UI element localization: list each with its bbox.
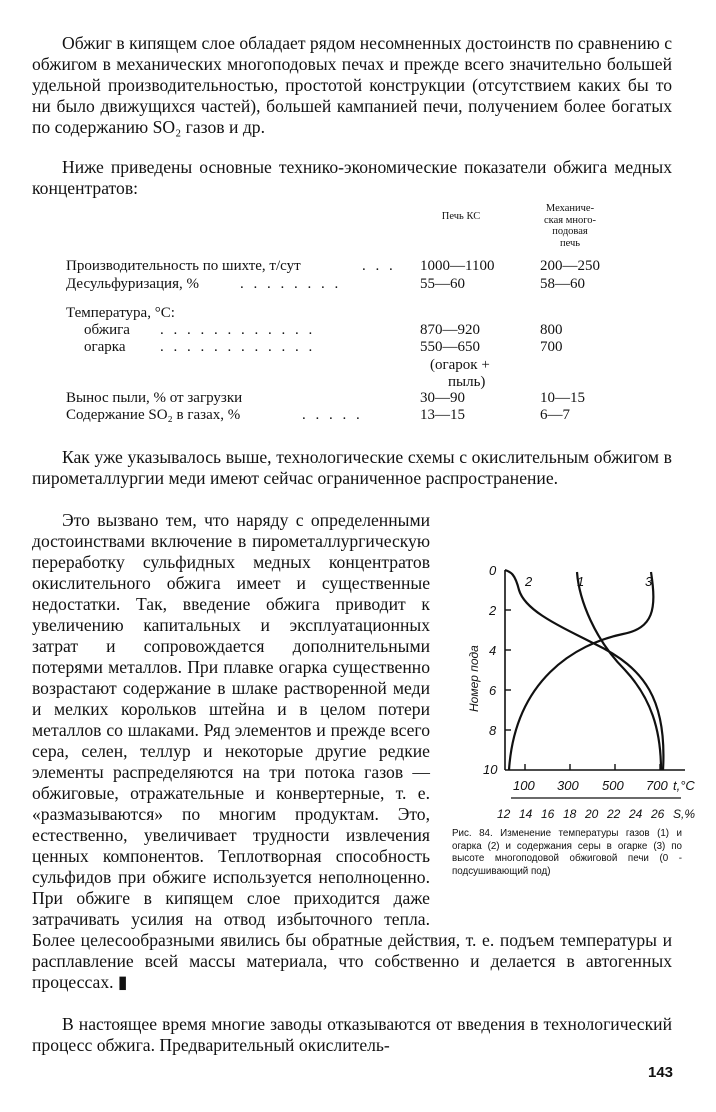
leader-dots: . . . . . . . . . . . .	[160, 339, 316, 355]
table-row	[66, 257, 666, 275]
table-row	[66, 389, 666, 407]
value-kc-note: пыль)	[448, 374, 486, 390]
curve-label: 3	[645, 574, 653, 589]
x-unit-temperature: t,°C	[673, 778, 695, 793]
y-tick-label: 10	[483, 762, 498, 777]
x-tick-label-sulfur: 18	[563, 807, 577, 821]
x-tick-label-sulfur: 14	[519, 807, 533, 821]
x-tick-label-sulfur: 12	[497, 807, 511, 821]
header-line: Механиче-	[545, 203, 595, 214]
paragraph-text: Это вызвано тем, что наряду с определенными достоинствами включение в пирометаллургическую переработку сульфидных медных концентратов окислительного обжига имеет и существенные недостатки. Так, введение обжига приводит к увеличению капитальных и эксплуатационных затрат и сопровождается дополнительными потерями металлов. При плавке огарка существенно возрастают содержание в шлаке растворенной меди и мелких корольков штейна и в целом потери металлов со шлаками. Ряд элементов и прежде всего сера, селен, теллур и некоторые другие редкие элементы распределяются на три потока газов — обжиговые, отражательные и конвертерные, т. е. «размазываются» по многим продуктам. Это, естественно, увеличивает трудности извлечения ценных компонентов. Теплотворная способность сульфидов при обжиге используется неполноценно. При обжиге в кипящем слое приходится даже затрачивать усилия на отвод избыточного тепла. Более целесообразными явились бы обратные действия, т. е. подъем температуры и расплавление всей массы материала, что собственно и делается в автогенных процессах.	[32, 510, 672, 992]
x-tick-label-temperature: 300	[557, 778, 579, 793]
x-tick-label-temperature: 700	[646, 778, 668, 793]
table-header-multihearth-furnace	[530, 203, 610, 249]
value-multihearth: 700	[540, 339, 563, 355]
end-marker: ▮	[117, 972, 128, 992]
paragraph-table-intro: Ниже приведены основные технико-экономические показатели обжига медных концентратов:	[32, 157, 672, 198]
table-row	[66, 338, 666, 356]
x-tick-label-sulfur: 20	[585, 807, 599, 821]
curve-1-gas-temperature	[577, 572, 661, 770]
y-tick-label: 0	[489, 563, 497, 578]
curve-3-sulfur-content	[509, 572, 653, 770]
y-tick-label: 6	[489, 683, 497, 698]
table-row	[66, 321, 666, 339]
row-label: огарка	[84, 339, 126, 355]
header-line: подовая	[552, 226, 588, 237]
table-row	[66, 406, 666, 424]
row-label: Вынос пыли, % от загрузки	[66, 390, 243, 406]
value-kc: 870—920	[420, 322, 480, 338]
figure-caption: Рис. 84. Изменение температуры газов (1) и огарка (2) и содержания серы в огарке (3) по высоте многоподовой обжиговой печи (0 - подсушивающий под)	[452, 828, 682, 877]
x-unit-sulfur: S,%	[673, 807, 696, 821]
value-multihearth: 6—7	[540, 407, 570, 423]
table-row	[66, 304, 666, 322]
paragraph-current-practice: В настоящее время многие заводы отказываются от введения в технологический процесс обжига. Предварительный окислитель-	[32, 1014, 672, 1055]
y-tick-label: 2	[489, 603, 497, 618]
curve-label: 1	[577, 574, 585, 589]
paragraph-advantages: Обжиг в кипящем слое обладает рядом несомненных достоинств по сравнению с обжигом в механических многоподовых печах и прежде всего значительно большей удельной производительностью, простотой конструкции (отсутствием каких бы то ни было движущихся частей), большей кампанией печи, получением более богатых по содержанию SO₂ газов и др.	[32, 33, 672, 137]
x-tick-label-temperature: 500	[602, 778, 624, 793]
table-row	[66, 275, 666, 293]
curve-2-calcine-temperature	[505, 570, 663, 770]
table-row	[66, 356, 666, 374]
x-tick-label-temperature: 100	[513, 778, 535, 793]
value-kc: 30—90	[420, 390, 465, 406]
row-label: Содержание SO₂ в газах, %	[66, 407, 241, 423]
x-tick-label-sulfur: 26	[651, 807, 665, 821]
header-line: ская много-	[543, 214, 597, 226]
value-kc: 1000—1100	[420, 258, 495, 274]
leader-dots: . . . . . . . . . . . .	[160, 322, 316, 338]
row-label: обжига	[84, 322, 130, 338]
row-label: Производительность по шихте, т/сут	[66, 258, 301, 274]
value-multihearth: 200—250	[540, 258, 600, 274]
row-label: Десульфуризация, %	[66, 276, 199, 292]
y-tick-label: 8	[489, 723, 497, 738]
page-number: 143	[648, 1064, 674, 1081]
header-line: печь	[559, 237, 581, 249]
x-tick-label-sulfur: 16	[541, 807, 555, 821]
value-multihearth: 10—15	[540, 390, 585, 406]
row-label: Температура, °С:	[66, 305, 175, 321]
paragraph-limited-use: Как уже указывалось выше, технологические схемы с окислительным обжигом в пирометаллургии меди имеют сейчас ограниченное распространение.	[32, 447, 672, 488]
value-kc: 550—650	[420, 339, 480, 355]
leader-dots: . . .	[362, 258, 396, 274]
value-multihearth: 800	[540, 322, 563, 338]
x-tick-label-sulfur: 22	[607, 807, 621, 821]
leader-dots: . . . . . . . .	[240, 276, 342, 292]
value-kc: 55—60	[420, 276, 465, 292]
y-tick-label: 4	[489, 643, 497, 658]
leader-dots: . . . . .	[302, 407, 363, 423]
x-tick-label-sulfur: 24	[629, 807, 643, 821]
value-kc-note: (огарок +	[430, 357, 490, 373]
value-kc: 13—15	[420, 407, 465, 423]
curve-label: 2	[525, 574, 533, 589]
value-multihearth: 58—60	[540, 276, 585, 292]
table-header-kc-furnace: Печь КС	[441, 211, 481, 222]
y-axis-label: Номер пода	[467, 645, 481, 712]
